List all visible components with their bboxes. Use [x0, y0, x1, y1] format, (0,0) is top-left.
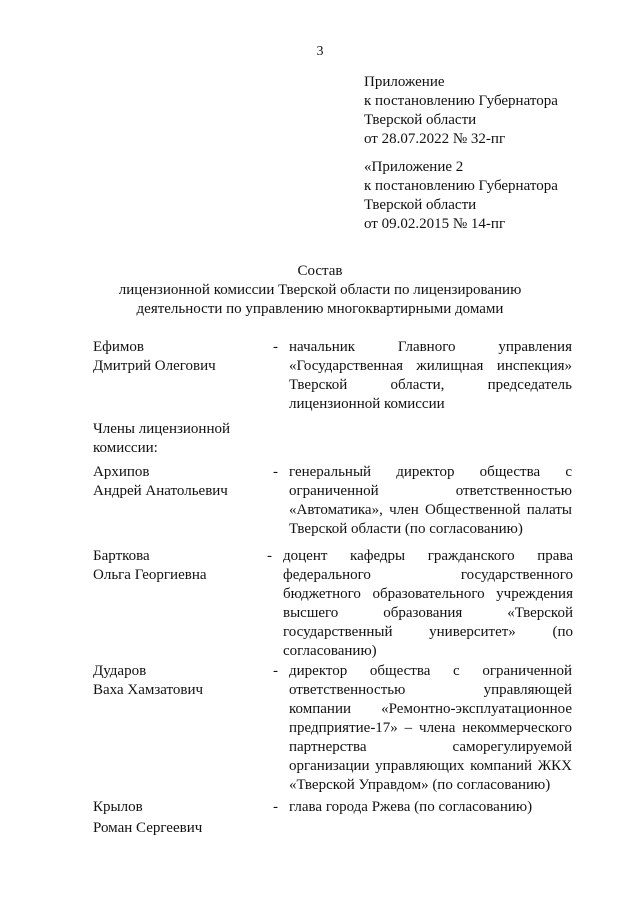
position-line: лицензионной комиссии [289, 396, 445, 412]
position-line: «Тверской Управдом» (по согласованию) [289, 777, 551, 793]
position-line: предприятие-17» – члена некоммерческого [289, 720, 572, 736]
position-line: государственный университет» (по [283, 624, 573, 640]
title-line: Состав [297, 263, 343, 279]
position-line: компании «Ремонтно-эксплуатационное [289, 701, 572, 717]
member-name [93, 662, 263, 700]
member-position [289, 338, 572, 414]
position-line: директор общества с ограниченной [289, 663, 572, 679]
surname: Ефимов [93, 339, 144, 355]
position-line: ответственностью управляющей [289, 682, 572, 698]
position-line: Тверской области, председатель [289, 377, 572, 393]
position-line: «Автоматика», член Общественной палаты [289, 502, 572, 518]
position-line: партнерства саморегулируемой [289, 739, 572, 755]
member-position [289, 798, 572, 817]
position-line: организации управляющих компаний ЖКХ [289, 758, 572, 774]
given-names: Роман Сергеевич [93, 820, 203, 836]
surname: Архипов [93, 464, 150, 480]
member-name [93, 798, 263, 838]
members-label-line: Члены лицензионной [93, 421, 231, 437]
dash-separator: - [273, 799, 278, 815]
position-line: Тверской области (по согласованию) [289, 521, 523, 537]
member-name [93, 338, 263, 376]
appendix-header-1 [364, 73, 558, 149]
appendix-header-2 [364, 158, 558, 234]
given-names: Андрей Анатольевич [93, 483, 228, 499]
title-line: деятельности по управлению многоквартирными домами [136, 301, 504, 317]
position-line: ограниченной ответственностью [289, 483, 572, 499]
given-names: Дмитрий Олегович [93, 358, 216, 374]
page-number: 3 [316, 44, 324, 59]
surname: Крылов [93, 799, 143, 815]
position-line: генеральный директор общества с [289, 464, 572, 480]
dash-separator: - [273, 663, 278, 679]
appendix-line: к постановлению Губернатора [364, 178, 558, 194]
surname: Барткова [93, 548, 150, 564]
given-names: Ваха Хамзатович [93, 682, 204, 698]
position-line: доцент кафедры гражданского права [283, 548, 573, 564]
appendix-line: от 09.02.2015 № 14-пг [364, 216, 506, 232]
members-label [93, 420, 230, 458]
member-position [289, 463, 572, 539]
document-title [0, 262, 640, 319]
member-name [93, 463, 263, 501]
appendix-line: Тверской области [364, 197, 477, 213]
position-line: бюджетного образовательного учреждения [283, 586, 573, 602]
appendix-line: от 28.07.2022 № 32-пг [364, 131, 506, 147]
position-line: «Государственная жилищная инспекция» [289, 358, 572, 374]
appendix-line: «Приложение 2 [364, 159, 464, 175]
member-name [93, 547, 263, 585]
position-line: высшего образования «Тверской [283, 605, 573, 621]
surname: Дударов [93, 663, 147, 679]
position-line: глава города Ржева (по согласованию) [289, 799, 533, 815]
members-label-line: комиссии: [93, 440, 158, 456]
position-line: согласованию) [283, 643, 377, 659]
dash-separator: - [267, 548, 272, 564]
dash-separator: - [273, 464, 278, 480]
given-names: Ольга Георгиевна [93, 567, 207, 583]
position-line: федерального государственного [283, 567, 573, 583]
dash-separator: - [273, 339, 278, 355]
appendix-line: к постановлению Губернатора [364, 93, 558, 109]
title-line: лицензионной комиссии Тверской области по лицензированию [118, 282, 522, 298]
member-position [289, 662, 572, 795]
appendix-line: Приложение [364, 74, 445, 90]
position-line: начальник Главного управления [289, 339, 572, 355]
member-position [283, 547, 573, 661]
appendix-line: Тверской области [364, 112, 477, 128]
